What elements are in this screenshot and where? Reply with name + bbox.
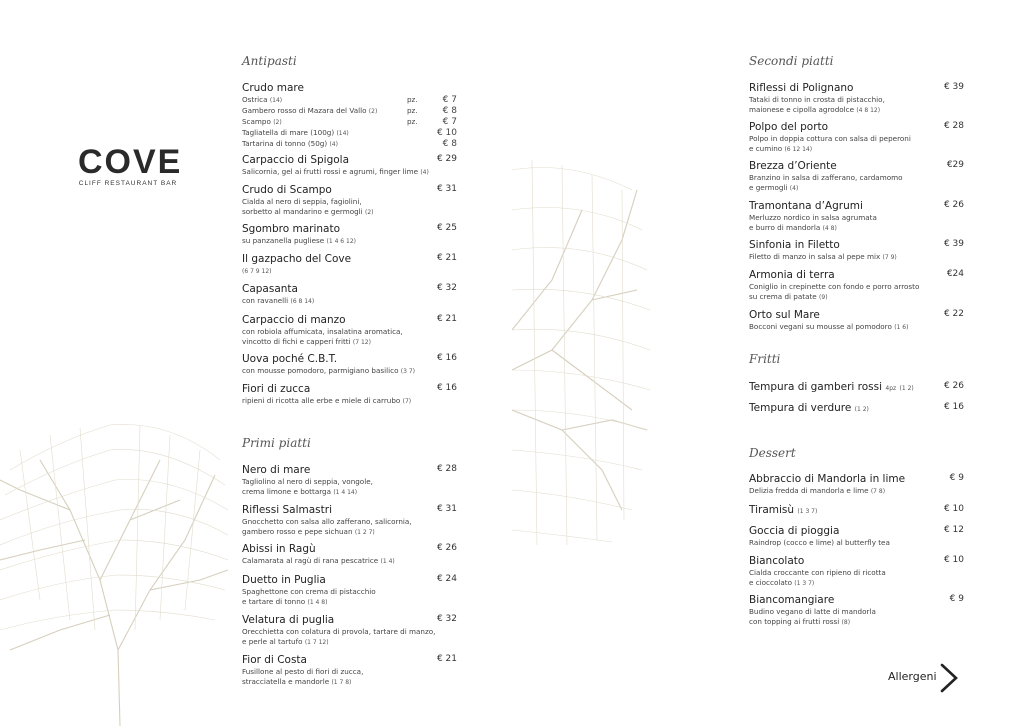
menu-item-abbraccio-mandorla xyxy=(749,473,964,497)
item-price: € 39 xyxy=(943,239,964,249)
crudo-unit: pz. xyxy=(407,106,418,115)
item-allergens: (1 4 8) xyxy=(307,598,328,606)
menu-item-tiramisu xyxy=(749,504,964,518)
desc-line: e tartare di tonno xyxy=(242,596,306,606)
sea-fan-left-decoration xyxy=(0,400,230,726)
item-price: € 28 xyxy=(436,464,457,474)
desc-line: e burro di mandorla xyxy=(749,222,821,232)
item-desc xyxy=(749,578,964,589)
menu-item-velatura-puglia xyxy=(242,614,457,647)
desc-line: vincotto di fichi e capperi fritti xyxy=(242,336,351,346)
menu-item-carpaccio-manzo xyxy=(242,314,457,347)
menu-item-tempura-gamberi xyxy=(749,381,964,395)
brand-name: COVE xyxy=(78,143,183,181)
item-price: € 10 xyxy=(943,504,964,514)
crudo-label: Scampo xyxy=(242,117,271,126)
item-name: Riflessi di Polignano xyxy=(749,82,854,94)
menu-item-uova-poche xyxy=(242,353,457,377)
desc-line: Calamarata al ragù di rana pescatrice xyxy=(242,556,379,565)
menu-item-capasanta xyxy=(242,283,457,307)
item-name: Tramontana d’Agrumi xyxy=(749,200,863,212)
item-name: Armonia di terra xyxy=(749,269,835,281)
item-desc xyxy=(242,167,457,178)
item-allergens: (6 7 9 12) xyxy=(242,268,272,275)
item-allergens: (3 7) xyxy=(400,368,415,375)
item-allergens: (7) xyxy=(402,398,412,405)
crudo-label: Ostrica xyxy=(242,95,268,104)
section-title-antipasti: Antipasti xyxy=(242,54,297,68)
item-price: € 39 xyxy=(943,82,964,92)
item-name: Orto sul Mare xyxy=(749,309,820,321)
menu-item-riflessi-salmastri xyxy=(242,504,457,537)
menu-item-crudo-scampo xyxy=(242,184,457,217)
menu-item-sgombro xyxy=(242,223,457,247)
item-allergens: (6 8 14) xyxy=(290,298,315,305)
item-allergens: (1 6) xyxy=(894,324,909,331)
item-desc: Raindrop (cocco e lime) al butterfly tea xyxy=(749,538,890,547)
menu-item-nero-di-mare xyxy=(242,464,457,497)
menu-item-riflessi-polignano xyxy=(749,82,964,115)
item-price: € 26 xyxy=(436,543,457,553)
menu-item-fiori-zucca xyxy=(242,383,457,407)
item-price: € 16 xyxy=(436,383,457,393)
item-name: Goccia di pioggia xyxy=(749,525,840,537)
crudo-allergens: (14) xyxy=(336,130,349,137)
crudo-row-tagliatella xyxy=(242,128,457,139)
menu-item-biancolato xyxy=(749,555,964,588)
menu-item-duetto-puglia xyxy=(242,574,457,607)
desc-line: gambero rosso e pepe sichuan xyxy=(242,526,353,536)
desc-line: e cumino xyxy=(749,143,783,153)
menu-item-polpo-porto xyxy=(749,121,964,154)
item-price: € 29 xyxy=(436,154,457,164)
item-desc xyxy=(749,144,964,155)
crudo-row-ostrica xyxy=(242,95,457,106)
desc-line: crema limone e bottarga xyxy=(242,486,332,496)
item-desc xyxy=(242,266,457,277)
item-desc xyxy=(242,236,457,247)
item-name: Riflessi Salmastri xyxy=(242,504,332,516)
crudo-price: € 10 xyxy=(436,128,457,138)
crudo-label: Gambero rosso di Mazara del Vallo xyxy=(242,106,367,115)
item-desc xyxy=(242,207,457,218)
item-allergens: (1 2 7) xyxy=(354,528,375,536)
item-name: Crudo di Scampo xyxy=(242,184,332,196)
item-name: Fiori di zucca xyxy=(242,383,311,395)
desc-line: con mousse pomodoro, parmigiano basilico xyxy=(242,366,399,375)
item-desc xyxy=(749,252,964,263)
desc-line: con ravanelli xyxy=(242,296,289,305)
desc-line: su crema di patate xyxy=(749,291,817,301)
item-name: Il gazpacho del Cove xyxy=(242,253,352,265)
menu-item-fior-di-costa xyxy=(242,654,457,687)
item-name xyxy=(749,381,964,395)
item-desc xyxy=(242,637,457,648)
section-title-primi: Primi piatti xyxy=(242,436,311,450)
item-price: € 32 xyxy=(436,283,457,293)
item-price: € 26 xyxy=(943,200,964,210)
item-desc xyxy=(749,617,964,628)
item-allergens: (1 2) xyxy=(899,385,914,392)
menu-item-brezza-oriente xyxy=(749,160,964,193)
menu-item-biancomangiare xyxy=(749,594,964,627)
item-name: Nero di mare xyxy=(242,464,311,476)
item-desc xyxy=(749,223,964,234)
crudo-row-gambero xyxy=(242,106,457,117)
item-price: € 12 xyxy=(943,525,964,535)
item-price: € 16 xyxy=(943,402,964,412)
item-allergens: (1 7 12) xyxy=(304,638,329,646)
item-price: € 16 xyxy=(436,353,457,363)
item-name: Duetto in Puglia xyxy=(242,574,326,586)
item-name: Polpo del porto xyxy=(749,121,829,133)
desc-line: e perle al tartufo xyxy=(242,636,303,646)
item-desc: Fusillone al pesto di fiori di zucca, xyxy=(242,667,364,676)
item-desc xyxy=(242,337,457,348)
item-allergens: (7 12) xyxy=(352,338,371,346)
crudo-allergens: (2) xyxy=(368,108,378,115)
item-allergens: (4 8 12) xyxy=(856,106,881,114)
item-desc: Gnocchetto con salsa allo zafferano, salicornia, xyxy=(242,517,412,526)
crudo-unit: pz. xyxy=(407,117,418,126)
name-text: Tempura di verdure xyxy=(749,402,852,414)
crudo-unit: pz. xyxy=(407,95,418,104)
item-name: Abissi in Ragù xyxy=(242,543,316,555)
item-allergens: (1 2) xyxy=(854,406,869,413)
item-desc: Cialda croccante con ripieno di ricotta xyxy=(749,568,886,577)
item-price: € 31 xyxy=(436,504,457,514)
section-title-fritti: Fritti xyxy=(749,352,781,366)
crudo-price: € 8 xyxy=(442,106,457,116)
item-allergens: (1 4 14) xyxy=(333,488,358,496)
item-desc: Polpo in doppia cottura con salsa di peperoni xyxy=(749,134,911,143)
item-allergens: (1 3 7) xyxy=(794,579,815,587)
item-price: € 31 xyxy=(436,184,457,194)
item-price: € 26 xyxy=(943,381,964,391)
item-desc xyxy=(242,527,457,538)
item-extra: 4pz xyxy=(885,385,897,392)
desc-line: con topping ai frutti rossi xyxy=(749,616,840,626)
desc-line: ripieni di ricotta alle erbe e miele di carrubo xyxy=(242,396,401,405)
crudo-price: € 7 xyxy=(442,117,457,127)
item-price: € 21 xyxy=(436,253,457,263)
brand-tagline: CLIFF RESTAURANT BAR xyxy=(78,180,178,187)
item-desc: Branzino in salsa di zafferano, cardamomo xyxy=(749,173,903,182)
item-name: Capasanta xyxy=(242,283,298,295)
item-name: Abbraccio di Mandorla in lime xyxy=(749,473,906,485)
section-title-dessert: Dessert xyxy=(749,446,796,460)
item-desc xyxy=(749,322,964,333)
item-price: € 9 xyxy=(949,473,964,483)
desc-line: su panzanella pugliese xyxy=(242,236,325,245)
item-desc: Merluzzo nordico in salsa agrumata xyxy=(749,213,877,222)
item-desc: Coniglio in crepinette con fondo e porro arrosto xyxy=(749,282,920,291)
item-price: € 21 xyxy=(436,314,457,324)
crudo-label: Tagliatella di mare (100g) xyxy=(242,128,335,137)
item-name: Brezza d’Oriente xyxy=(749,160,837,172)
item-price: €24 xyxy=(946,269,964,279)
item-name: Uova poché C.B.T. xyxy=(242,353,338,365)
item-name: Sgombro marinato xyxy=(242,223,341,235)
crudo-row-scampo xyxy=(242,117,457,128)
item-name xyxy=(749,402,964,416)
item-allergens: (2) xyxy=(364,208,374,216)
item-allergens: (1 4 6 12) xyxy=(326,238,357,245)
desc-line: Bocconi vegani su mousse al pomodoro xyxy=(749,322,892,331)
desc-line: Filetto di manzo in salsa al pepe mix xyxy=(749,252,881,261)
item-desc xyxy=(749,486,964,497)
desc-line: Delizia fredda di mandorla e lime xyxy=(749,486,869,495)
item-allergens: (9) xyxy=(819,293,828,301)
item-desc: con robiola affumicata, insalatina aromatica, xyxy=(242,327,403,336)
item-price: € 25 xyxy=(436,223,457,233)
item-price: € 28 xyxy=(943,121,964,131)
item-name: Carpaccio di Spigola xyxy=(242,154,350,166)
item-desc xyxy=(242,677,457,688)
menu-item-orto-sul-mare xyxy=(749,309,964,333)
item-name: Biancolato xyxy=(749,555,805,567)
item-desc xyxy=(749,183,964,194)
item-desc: Tataki di tonno in crosta di pistacchio, xyxy=(749,95,885,104)
item-allergens: (8) xyxy=(841,618,851,626)
crudo-allergens: (2) xyxy=(273,119,282,126)
desc-line: e germogli xyxy=(749,182,788,192)
item-allergens: (4) xyxy=(789,184,799,192)
item-allergens: (6 12 14) xyxy=(784,145,813,153)
name-text: Tempura di gamberi rossi xyxy=(749,381,883,393)
menu-item-abissi-ragu xyxy=(242,543,457,567)
item-price: € 22 xyxy=(943,309,964,319)
item-desc: Orecchietta con colatura di provola, tartare di manzo, xyxy=(242,627,436,636)
desc-line: stracciatella e mandorle xyxy=(242,676,330,686)
menu-item-goccia-pioggia xyxy=(749,525,964,548)
item-price: € 21 xyxy=(436,654,457,664)
item-price: € 24 xyxy=(436,574,457,584)
item-allergens: (7 9) xyxy=(882,254,897,261)
item-name: Velatura di puglia xyxy=(242,614,335,626)
item-allergens: (1 4) xyxy=(380,558,395,565)
allergeni-label[interactable]: Allergeni xyxy=(888,670,937,683)
item-price: € 32 xyxy=(436,614,457,624)
item-desc xyxy=(242,396,457,407)
item-name: Carpaccio di manzo xyxy=(242,314,346,326)
chevron-right-icon[interactable] xyxy=(938,663,962,693)
item-price: €29 xyxy=(946,160,964,170)
crudo-price: € 7 xyxy=(442,95,457,105)
item-allergens: (7 8) xyxy=(870,488,886,495)
menu-item-gazpacho xyxy=(242,253,457,277)
desc-line: maionese e cipolla agrodolce xyxy=(749,104,855,114)
crudo-allergens: (4) xyxy=(329,141,338,148)
sea-fan-center-decoration xyxy=(512,150,652,550)
desc-line: e cioccolato xyxy=(749,577,792,587)
item-desc: Spaghettone con crema di pistacchio xyxy=(242,587,376,596)
item-price: € 9 xyxy=(949,594,964,604)
menu-item-tempura-verdure xyxy=(749,402,964,416)
item-allergens: (1 7 8) xyxy=(331,678,352,686)
item-desc: Cialda al nero di seppia, fagiolini, xyxy=(242,197,362,206)
item-name xyxy=(749,504,964,518)
section-title-secondi: Secondi piatti xyxy=(749,54,834,68)
menu-item-carpaccio-spigola xyxy=(242,154,457,178)
item-name: Sinfonia in Filetto xyxy=(749,239,840,251)
item-desc xyxy=(242,556,457,567)
item-name: Biancomangiare xyxy=(749,594,835,606)
item-desc xyxy=(242,597,457,608)
item-name: Fior di Costa xyxy=(242,654,307,666)
item-desc: Budino vegano di latte di mandorla xyxy=(749,607,876,616)
item-name: Crudo mare xyxy=(242,82,304,94)
crudo-allergens: (14) xyxy=(269,97,283,104)
brand-logo xyxy=(78,143,183,187)
item-allergens: (4) xyxy=(420,169,429,176)
item-allergens: (1 3 7) xyxy=(797,508,818,515)
desc-line: sorbetto al mandarino e germogli xyxy=(242,206,363,216)
item-desc: Tagliolino al nero di seppia, vongole, xyxy=(242,477,373,486)
desc-line: Salicornia, gel ai frutti rossi e agrumi, finger lime xyxy=(242,167,419,176)
item-desc xyxy=(242,487,457,498)
crudo-row-tartarina xyxy=(242,139,457,150)
menu-item-sinfonia-filetto xyxy=(749,239,964,263)
menu-item-tramontana-agrumi xyxy=(749,200,964,233)
item-desc xyxy=(242,366,457,377)
item-desc xyxy=(749,292,964,303)
item-desc xyxy=(749,105,964,116)
item-allergens: (4 8) xyxy=(822,224,837,232)
item-desc xyxy=(242,296,457,307)
crudo-price: € 8 xyxy=(442,139,457,149)
crudo-label: Tartarina di tonno (50g) xyxy=(242,139,328,148)
menu-item-crudo-mare xyxy=(242,82,457,150)
menu-item-armonia-terra xyxy=(749,269,964,302)
item-price: € 10 xyxy=(943,555,964,565)
name-text: Tiramisù xyxy=(749,504,795,516)
